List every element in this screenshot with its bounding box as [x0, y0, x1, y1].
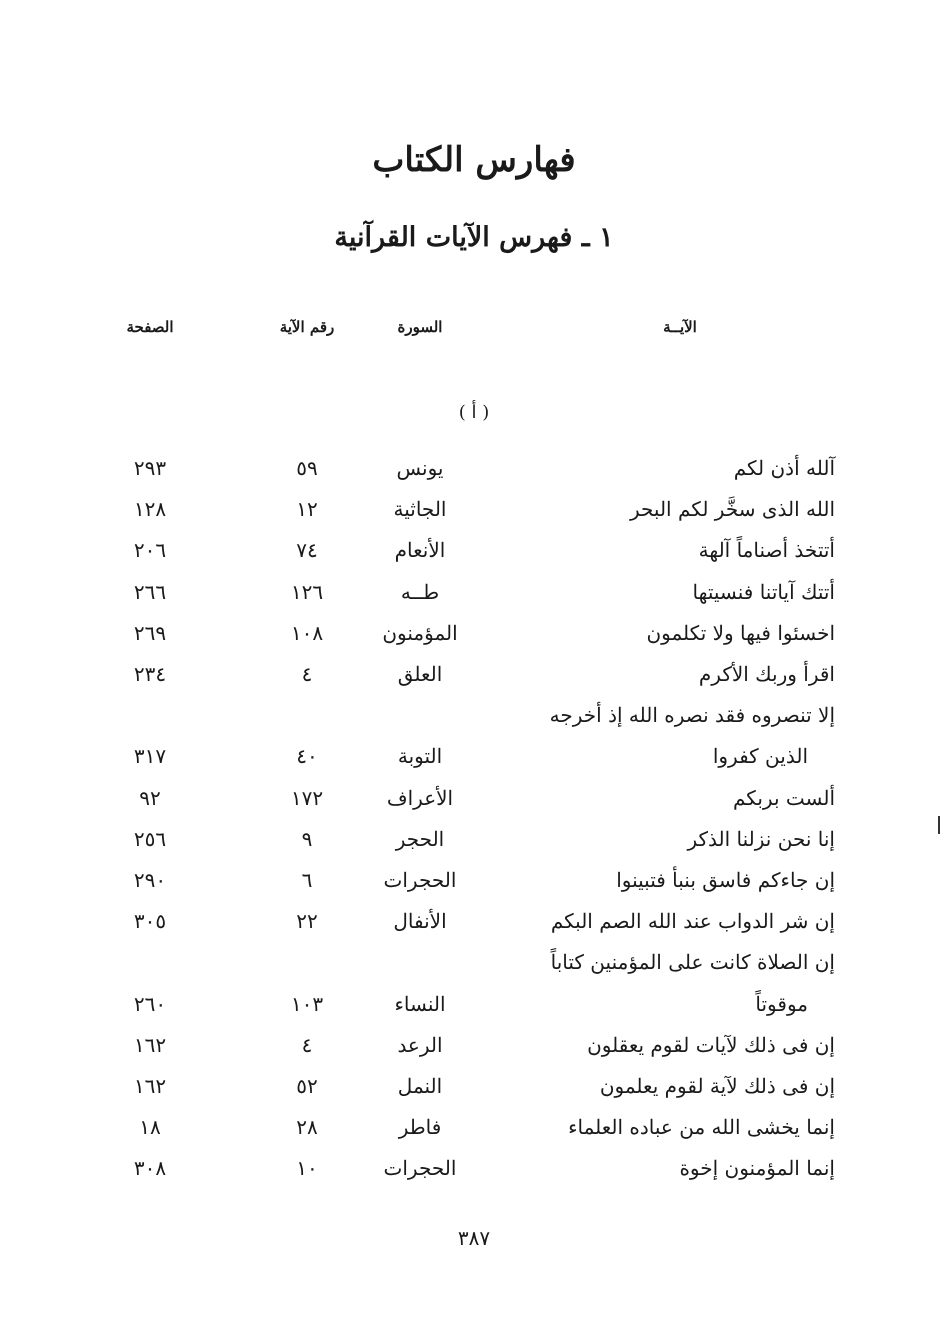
- surah-name: الجاثية: [393, 497, 447, 521]
- table-row: [0, 1074, 948, 1114]
- ayah-text: الله الذى سخَّر لكم البحر: [629, 497, 835, 521]
- ayah-number: ٤: [301, 662, 313, 686]
- surah-name: المؤمنون: [382, 621, 458, 645]
- table-row: [0, 868, 948, 908]
- ayah-text: إلا تنصروه فقد نصره الله إذ أخرجه: [549, 703, 835, 727]
- ayah-number: ٥٩: [296, 456, 318, 480]
- ayah-number: ١٢: [296, 497, 318, 521]
- surah-name: الحجر: [395, 827, 445, 851]
- table-row: [0, 786, 948, 826]
- page-ref: ٢٩٠: [133, 868, 167, 892]
- ayah-number: ٢٨: [296, 1115, 318, 1139]
- ayah-number: ١٢٦: [290, 580, 324, 604]
- ayah-text: إنما يخشى الله من عباده العلماء: [568, 1115, 835, 1139]
- table-row: [0, 662, 948, 702]
- table-row: [0, 621, 948, 661]
- ayah-number: ٦: [301, 868, 313, 892]
- table-row: [0, 497, 948, 537]
- ayah-text: الذين كفروا: [712, 744, 808, 768]
- surah-name: النمل: [397, 1074, 443, 1098]
- surah-name: الحجرات: [383, 1156, 457, 1180]
- page-ref: ٢٥٦: [133, 827, 167, 851]
- ayah-number: ٤: [301, 1033, 313, 1057]
- table-row: [0, 950, 948, 990]
- header-page: الصفحة: [126, 318, 174, 336]
- scan-edge-mark: [938, 816, 940, 834]
- surah-name: فاطر: [398, 1115, 442, 1139]
- section-letter: ( أ ): [458, 402, 490, 423]
- page-ref: ٣١٧: [133, 744, 167, 768]
- page-ref: ٢٦٠: [133, 992, 167, 1016]
- ayah-text: اقرأ وربك الأكرم: [698, 662, 835, 686]
- ayah-text: إن الصلاة كانت على المؤمنين كتاباً: [550, 950, 835, 974]
- page-ref: ٢٦٩: [133, 621, 167, 645]
- page-number: ٣٨٧: [457, 1226, 491, 1250]
- ayah-text: إن جاءكم فاسق بنبأ فتبينوا: [616, 868, 835, 892]
- ayah-text: أتتك آياتنا فنسيتها: [692, 580, 835, 604]
- ayah-text: إن فى ذلك لآيات لقوم يعقلون: [587, 1033, 835, 1057]
- ayah-number: ١٧٢: [290, 786, 324, 810]
- ayah-text: اخسئوا فيها ولا تكلمون: [646, 621, 835, 645]
- surah-name: طــه: [400, 580, 440, 604]
- page-ref: ١٦٢: [133, 1033, 167, 1057]
- surah-name: يونس: [396, 456, 444, 480]
- header-surah: السورة: [397, 318, 443, 336]
- ayah-text: أتتخذ أصناماً آلهة: [698, 538, 835, 562]
- ayah-text: آلله أذن لكم: [733, 456, 835, 480]
- surah-name: الحجرات: [383, 868, 457, 892]
- surah-name: النساء: [394, 992, 446, 1016]
- page-ref: ٢٩٣: [133, 456, 167, 480]
- table-row: [0, 909, 948, 949]
- table-row: [0, 538, 948, 578]
- page-ref: ٢٦٦: [133, 580, 167, 604]
- ayah-number: ١٠٨: [290, 621, 324, 645]
- page-ref: ٩٢: [139, 786, 161, 810]
- surah-name: الأنعام: [394, 538, 446, 562]
- ayah-text: إنا نحن نزلنا الذكر: [687, 827, 835, 851]
- page-ref: ١٦٢: [133, 1074, 167, 1098]
- surah-name: الرعد: [397, 1033, 443, 1057]
- surah-name: التوبة: [397, 744, 443, 768]
- ayah-number: ٥٢: [296, 1074, 318, 1098]
- table-row: [0, 1033, 948, 1073]
- page-ref: ٢٠٦: [133, 538, 167, 562]
- surah-name: العلق: [397, 662, 443, 686]
- header-ayah: الآيــة: [663, 318, 697, 336]
- ayah-number: ٢٢: [296, 909, 318, 933]
- page-ref: ٢٣٤: [133, 662, 167, 686]
- table-row: [0, 992, 948, 1032]
- ayah-number: ٩: [301, 827, 313, 851]
- ayah-text: إن فى ذلك لآية لقوم يعلمون: [599, 1074, 835, 1098]
- ayah-number: ٤٠: [296, 744, 318, 768]
- table-row: [0, 456, 948, 496]
- ayah-number: ٧٤: [296, 538, 318, 562]
- header-ayah-number: رقم الآية: [279, 318, 335, 336]
- ayah-number: ١٠٣: [290, 992, 324, 1016]
- table-row: [0, 1115, 948, 1155]
- page-title: فهارس الكتاب: [372, 140, 576, 180]
- page-ref: ٣٠٥: [133, 909, 167, 933]
- table-row: [0, 1156, 948, 1196]
- table-row: [0, 703, 948, 743]
- ayah-text: ألست بربكم: [732, 786, 835, 810]
- ayah-number: ١٠: [296, 1156, 318, 1180]
- table-row: [0, 580, 948, 620]
- page-ref: ١٨: [139, 1115, 161, 1139]
- table-row: [0, 827, 948, 867]
- surah-name: الأنفال: [393, 909, 447, 933]
- ayah-text: موقوتاً: [755, 992, 808, 1016]
- index-subtitle: ١ ـ فهرس الآيات القرآنية: [334, 222, 614, 253]
- ayah-text: إن شر الدواب عند الله الصم البكم: [550, 909, 835, 933]
- surah-name: الأعراف: [386, 786, 454, 810]
- page-ref: ٣٠٨: [133, 1156, 167, 1180]
- page-ref: ١٢٨: [133, 497, 167, 521]
- ayah-text: إنما المؤمنون إخوة: [679, 1156, 835, 1180]
- table-row: [0, 744, 948, 784]
